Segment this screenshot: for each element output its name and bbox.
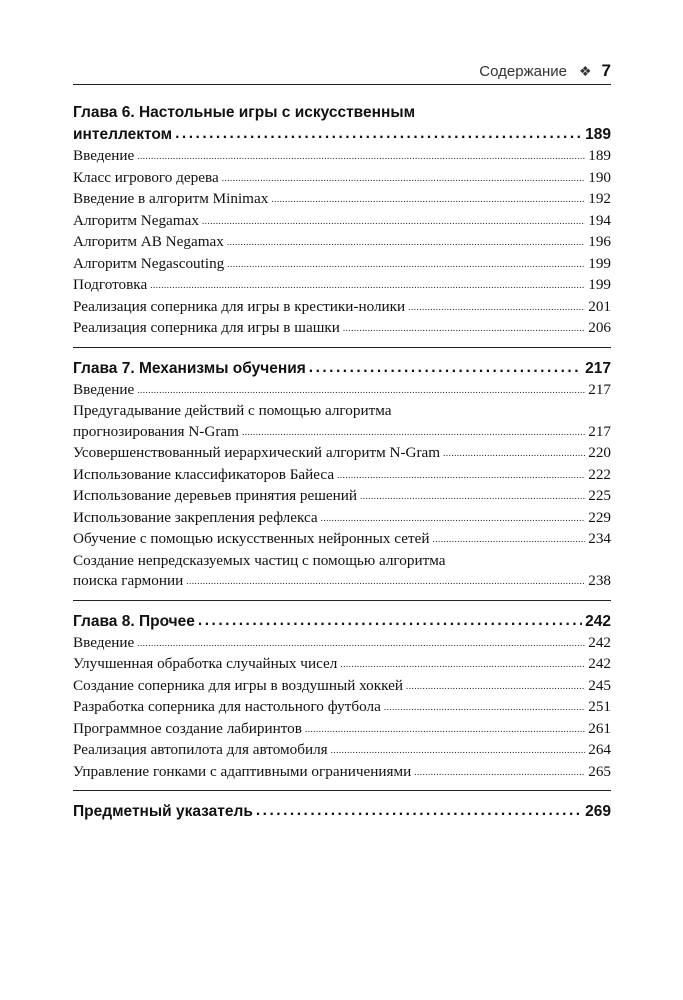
toc-item-page: 217 bbox=[588, 380, 611, 398]
toc-item-title: Использование закрепления рефлекса bbox=[73, 508, 318, 526]
toc-item[interactable] bbox=[73, 508, 611, 530]
toc-item-page: 242 bbox=[588, 655, 611, 672]
toc-item-page: 220 bbox=[588, 444, 611, 461]
chapter-6-page: 189 bbox=[585, 126, 611, 143]
toc-item[interactable] bbox=[73, 633, 611, 655]
chapter-8-page: 242 bbox=[585, 612, 611, 630]
leader-dots bbox=[227, 254, 585, 275]
chapter-divider bbox=[73, 600, 611, 601]
toc-item-multiline[interactable] bbox=[73, 551, 611, 593]
section-title: Содержание bbox=[479, 62, 567, 80]
leader-dots bbox=[150, 275, 585, 296]
toc-item-title: Введение bbox=[73, 380, 135, 398]
leader-dots bbox=[186, 571, 585, 592]
toc-item-title: Алгоритм Negascouting bbox=[73, 254, 225, 272]
leader-dots bbox=[309, 357, 582, 379]
toc-item-title: Реализация соперника для игры в крестики-нолики bbox=[73, 297, 406, 315]
toc-item-title: Алгоритм AB Negamax bbox=[73, 233, 224, 250]
leader-dots bbox=[202, 211, 585, 232]
toc-item-page: 265 bbox=[588, 762, 611, 780]
page-number: 7 bbox=[601, 61, 611, 80]
toc-item-page: 234 bbox=[588, 530, 611, 547]
chapter-6-title-line1: Глава 6. Настольные игры с искусственным bbox=[73, 104, 416, 121]
leader-dots bbox=[305, 719, 585, 740]
toc-item-title: Реализация соперника для игры в шашки bbox=[73, 319, 340, 336]
toc-item-title-line1: Предугадывание действий с помощью алгоритма bbox=[73, 402, 392, 419]
toc-item[interactable] bbox=[73, 297, 611, 319]
toc-item-title: Введение bbox=[73, 633, 135, 651]
toc-item[interactable] bbox=[73, 146, 611, 168]
toc-item[interactable] bbox=[73, 168, 611, 190]
chapter-8-entry[interactable] bbox=[73, 611, 611, 633]
chapter-7-page: 217 bbox=[585, 359, 611, 377]
toc-item[interactable] bbox=[73, 380, 611, 402]
leader-dots bbox=[227, 232, 585, 253]
chapter-7-title: Глава 7. Механизмы обучения bbox=[73, 359, 306, 377]
leader-dots bbox=[432, 529, 585, 550]
toc-item[interactable] bbox=[73, 740, 611, 762]
toc-item-page: 194 bbox=[588, 211, 611, 229]
toc-item[interactable] bbox=[73, 676, 611, 698]
leader-dots bbox=[337, 465, 585, 486]
chapter-7 bbox=[73, 358, 611, 380]
chapter-6-items bbox=[73, 146, 611, 340]
toc-item-page: 261 bbox=[588, 719, 611, 737]
index-title: Предметный указатель bbox=[73, 803, 253, 820]
leader-dots bbox=[343, 318, 585, 339]
toc-item[interactable] bbox=[73, 529, 611, 551]
toc-item-title: Усовершенствованный иерархический алгоритм N-Gram bbox=[73, 444, 441, 461]
toc-item-page: 196 bbox=[588, 233, 611, 250]
toc-item-page: 206 bbox=[588, 319, 611, 336]
chapter-7-items bbox=[73, 380, 611, 593]
toc-item-page: 192 bbox=[588, 190, 611, 207]
leader-dots bbox=[340, 654, 585, 675]
toc-item[interactable] bbox=[73, 318, 611, 340]
toc-item-title: поиска гармонии bbox=[73, 572, 184, 589]
toc-item-title: Обучение с помощью искусственных нейронных сетей bbox=[73, 530, 430, 547]
index-entry[interactable] bbox=[73, 801, 611, 823]
toc-item[interactable] bbox=[73, 275, 611, 297]
toc-item-title: Подготовка bbox=[73, 276, 148, 293]
toc-item-title-line1: Создание непредсказуемых частиц с помощью алгоритма bbox=[73, 551, 446, 569]
toc-item[interactable] bbox=[73, 443, 611, 465]
toc-item-title: Улучшенная обработка случайных чисел bbox=[73, 655, 338, 672]
toc-item[interactable] bbox=[73, 719, 611, 741]
toc-item-page: 199 bbox=[588, 276, 611, 293]
chapter-8 bbox=[73, 611, 611, 633]
chapter-divider bbox=[73, 347, 611, 348]
leader-dots bbox=[137, 146, 585, 167]
index-page: 269 bbox=[585, 803, 611, 820]
chapter-divider bbox=[73, 790, 611, 791]
leader-dots bbox=[443, 443, 585, 464]
toc-item-title: Разработка соперника для настольного футбола bbox=[73, 698, 381, 715]
toc-item-title: прогнозирования N-Gram bbox=[73, 422, 239, 440]
toc-item-page: 245 bbox=[588, 676, 611, 694]
toc-item-page: 201 bbox=[588, 297, 611, 315]
toc-item-title: Использование классификаторов Байеса bbox=[73, 465, 335, 483]
toc-item-title: Алгоритм Negamax bbox=[73, 211, 199, 229]
leader-dots bbox=[222, 168, 586, 189]
leader-dots bbox=[360, 486, 585, 507]
leader-dots bbox=[331, 740, 586, 761]
chapter-6-entry[interactable] bbox=[73, 124, 611, 146]
leader-dots bbox=[137, 380, 585, 401]
toc-item-title: Реализация автопилота для автомобиля bbox=[73, 741, 328, 758]
toc-item-page: 251 bbox=[588, 698, 611, 715]
leader-dots bbox=[406, 676, 585, 697]
toc-item[interactable] bbox=[73, 254, 611, 276]
toc-item-page: 264 bbox=[588, 741, 611, 758]
toc-item-page: 242 bbox=[588, 633, 611, 651]
toc-item-multiline[interactable] bbox=[73, 401, 611, 443]
toc-item-title: Введение в алгоритм Minimax bbox=[73, 190, 269, 207]
chapter-7-entry[interactable] bbox=[73, 358, 611, 380]
toc-item-title: Программное создание лабиринтов bbox=[73, 719, 302, 737]
toc-item-page: 189 bbox=[588, 147, 611, 164]
toc-item-page: 190 bbox=[588, 168, 611, 186]
chapter-8-title: Глава 8. Прочее bbox=[73, 612, 195, 630]
toc-item-page: 222 bbox=[588, 465, 611, 483]
toc-item[interactable] bbox=[73, 465, 611, 487]
leader-dots bbox=[175, 123, 582, 145]
toc-item[interactable] bbox=[73, 486, 611, 508]
toc-item-page: 238 bbox=[588, 572, 611, 589]
running-header bbox=[73, 58, 611, 85]
leader-dots bbox=[256, 800, 582, 822]
toc-item-title: Создание соперника для игры в воздушный хоккей bbox=[73, 676, 403, 694]
toc-item[interactable] bbox=[73, 762, 611, 784]
toc-item[interactable] bbox=[73, 211, 611, 233]
diamond-ornament-icon: ❖ bbox=[578, 62, 592, 79]
toc-item-title: Введение bbox=[73, 147, 135, 164]
toc-item-page: 225 bbox=[588, 487, 611, 504]
leader-dots bbox=[242, 422, 585, 443]
toc-item[interactable] bbox=[73, 232, 611, 254]
toc-item[interactable] bbox=[73, 654, 611, 676]
leader-dots bbox=[384, 697, 585, 718]
toc-item-title: Управление гонками с адаптивными ограничениями bbox=[73, 762, 412, 780]
toc-item[interactable] bbox=[73, 189, 611, 211]
leader-dots bbox=[198, 610, 582, 632]
leader-dots bbox=[414, 762, 585, 783]
toc-item-page: 229 bbox=[588, 508, 611, 526]
chapter-6 bbox=[73, 102, 611, 146]
toc-item-page: 199 bbox=[588, 254, 611, 272]
table-of-contents bbox=[73, 102, 611, 823]
toc-item-title: Класс игрового дерева bbox=[73, 168, 219, 186]
chapter-6-title-line2: интеллектом bbox=[73, 126, 173, 143]
toc-item-page: 217 bbox=[588, 422, 611, 440]
leader-dots bbox=[408, 297, 585, 318]
toc-item-title: Использование деревьев принятия решений bbox=[73, 487, 358, 504]
leader-dots bbox=[271, 189, 585, 210]
chapter-8-items bbox=[73, 633, 611, 784]
toc-item[interactable] bbox=[73, 697, 611, 719]
index-section bbox=[73, 801, 611, 823]
leader-dots bbox=[321, 508, 586, 529]
leader-dots bbox=[137, 633, 585, 654]
